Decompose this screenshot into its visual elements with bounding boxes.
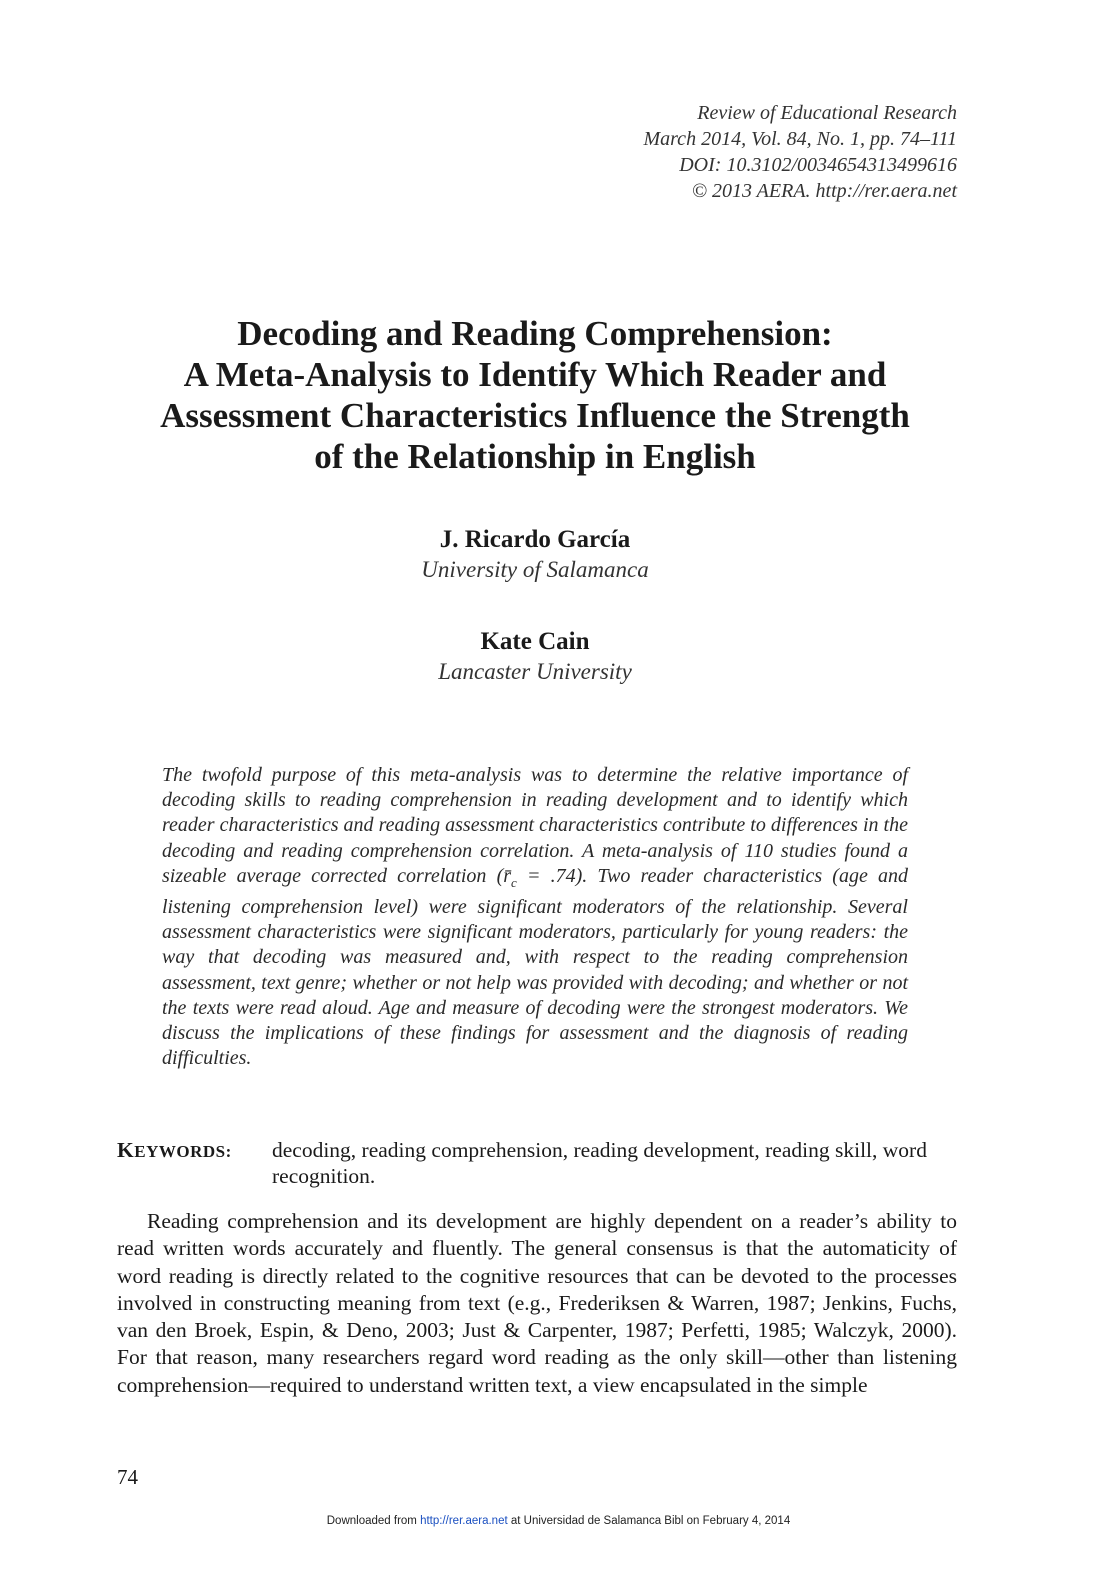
title-line: A Meta-Analysis to Identify Which Reader and — [183, 355, 887, 394]
author-name: J. Ricardo García — [439, 526, 631, 553]
title-line: Decoding and Reading Comprehension: — [237, 314, 833, 353]
page-number: 74 — [117, 1465, 138, 1489]
keywords — [117, 1137, 957, 1189]
footer-link[interactable]: http://rer.aera.net — [420, 1515, 508, 1527]
abstract-text-before: The twofold purpose of this meta-analysis was to determine the relative importance of decoding skills to reading comprehension in reading development and to identify which reader characteristics and reading assessment characteristics contribute to differences in the decoding and reading comprehension correlation. A meta-analysis of 110 studies found a sizeable average corrected correlation ( — [162, 764, 908, 887]
author-2 — [100, 627, 970, 687]
footer-prefix: Downloaded from — [326, 1515, 421, 1527]
journal-doi: DOI: 10.3102/0034654313499616 — [679, 154, 957, 176]
journal-copyright: © 2013 AERA. http://rer.aera.net — [691, 180, 957, 202]
author-affiliation: University of Salamanca — [421, 557, 649, 582]
author-name: Kate Cain — [480, 628, 590, 655]
article-title — [100, 313, 970, 477]
title-line: of the Relationship in English — [314, 437, 756, 476]
body-text — [117, 1208, 957, 1399]
abstract-text-after: = .74). Two reader characteristics (age and listening comprehension level) were significant moderators of the relationship. Several assessment characteristics were significant moderators, particularly for young readers: the way that decoding was measured and, with respect to the reading comprehension assessment, text genre; whether or not help was provided with decoding; and whether or not the texts were read aloud. Age and measure of decoding were the strongest moderators. We discuss the implications of these findings for assessment and the diagnosis of reading difficulties. — [162, 864, 908, 1070]
journal-name: Review of Educational Research — [697, 102, 957, 124]
author-1 — [100, 525, 970, 585]
abstract — [162, 763, 908, 1071]
footer-suffix: at Universidad de Salamanca Bibl on February 4, 2014 — [507, 1515, 791, 1527]
body-paragraph: Reading comprehension and its development are highly dependent on a reader’s ability to read written words accurately and fluently. The general consensus is that the automaticity of word reading is directly related to the cognitive resources that can be devoted to the processes involved in constructing meaning from text (e.g., Frederiksen & Warren, 1987; Jenkins, Fuchs, van den Broek, Espin, & Deno, 2003; Just & Carpenter, 1987; Perfetti, 1985; Walczyk, 2000). For that reason, many researchers regard word reading as the only skill—other than listening comprehension—required to understand written text, a view encapsulated in the simple — [117, 1209, 957, 1397]
correlation-subscript: c — [511, 874, 517, 890]
download-footer — [0, 1515, 1117, 1527]
keywords-text: decoding, reading comprehension, reading development, reading skill, word recognition. — [272, 1138, 927, 1188]
correlation-symbol: $r̄_c$ — [503, 864, 517, 890]
journal-issue: March 2014, Vol. 84, No. 1, pp. 74–111 — [643, 128, 957, 150]
author-affiliation: Lancaster University — [438, 659, 632, 684]
keywords-label: KEYWORDS: — [117, 1138, 232, 1162]
journal-info — [643, 100, 957, 204]
title-line: Assessment Characteristics Influence the Strength — [160, 396, 910, 435]
